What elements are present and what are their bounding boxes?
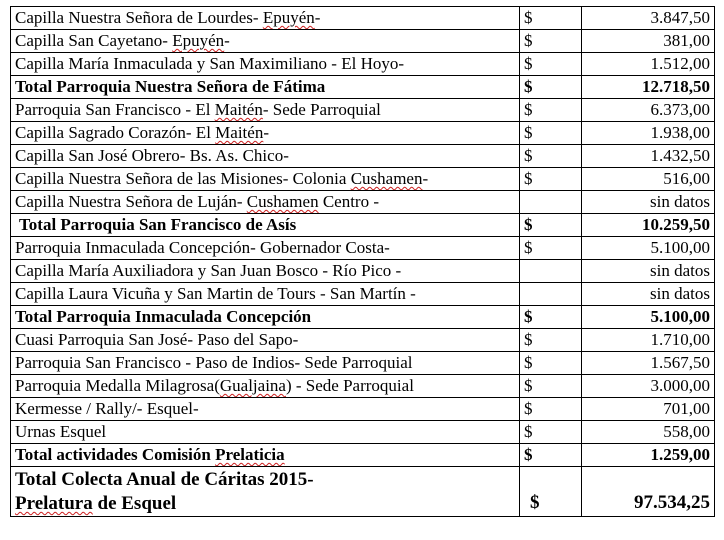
row-label: Parroquia San Francisco - Paso de Indios- Sede Parroquial	[11, 352, 520, 375]
subtotal-label: Total Parroquia Inmaculada Concepción	[11, 306, 520, 329]
table-row	[11, 99, 715, 122]
table-row	[11, 375, 715, 398]
subtotal-row	[11, 444, 715, 467]
row-currency: $	[520, 99, 582, 122]
table-row	[11, 421, 715, 444]
table-row	[11, 30, 715, 53]
row-label: Capilla Laura Vicuña y San Martin de Tours - San Martín -	[11, 283, 520, 306]
document-page	[10, 6, 715, 517]
row-currency: $	[520, 7, 582, 30]
row-amount: 558,00	[582, 421, 715, 444]
grand-total-label	[11, 467, 520, 517]
row-currency: $	[520, 76, 582, 99]
row-currency: $	[520, 122, 582, 145]
subtotal-amount: 12.718,50	[582, 76, 715, 99]
row-amount: 381,00	[582, 30, 715, 53]
row-label: Cuasi Parroquia San José- Paso del Sapo-	[11, 329, 520, 352]
table-row	[11, 283, 715, 306]
row-currency: $	[520, 306, 582, 329]
row-label: Capilla San Cayetano- Epuyén-	[11, 30, 520, 53]
row-currency	[520, 191, 582, 214]
table-row	[11, 145, 715, 168]
grand-total-amount: 97.534,25	[582, 467, 715, 517]
row-amount: 1.567,50	[582, 352, 715, 375]
row-currency: $	[520, 329, 582, 352]
row-currency: $	[520, 168, 582, 191]
subtotal-row	[11, 306, 715, 329]
table-row	[11, 237, 715, 260]
row-amount: 3.847,50	[582, 7, 715, 30]
row-label: Capilla Nuestra Señora de Luján- Cushamen Centro -	[11, 191, 520, 214]
row-label: Parroquia Inmaculada Concepción- Gobernador Costa-	[11, 237, 520, 260]
table-row	[11, 7, 715, 30]
row-label: Parroquia Medalla Milagrosa(Gualjaina) - Sede Parroquial	[11, 375, 520, 398]
grand-total-label-line1: Total Colecta Anual de Cáritas 2015-	[15, 469, 314, 490]
subtotal-amount: 1.259,00	[582, 444, 715, 467]
row-currency: $	[520, 53, 582, 76]
subtotal-amount: 5.100,00	[582, 306, 715, 329]
grand-total-row	[11, 467, 715, 517]
row-currency: $	[520, 237, 582, 260]
subtotal-label: Total Parroquia San Francisco de Asís	[11, 214, 520, 237]
row-amount: 701,00	[582, 398, 715, 421]
row-amount: 5.100,00	[582, 237, 715, 260]
grand-total-currency: $	[520, 467, 582, 517]
table-row	[11, 53, 715, 76]
subtotal-row	[11, 214, 715, 237]
row-currency: $	[520, 30, 582, 53]
subtotal-amount: 10.259,50	[582, 214, 715, 237]
row-currency: $	[520, 352, 582, 375]
row-label: Capilla San José Obrero- Bs. As. Chico-	[11, 145, 520, 168]
subtotal-label: Total Parroquia Nuestra Señora de Fátima	[11, 76, 520, 99]
row-label: Kermesse / Rally/- Esquel-	[11, 398, 520, 421]
subtotal-row	[11, 76, 715, 99]
subtotal-label: Total actividades Comisión Prelaticia	[11, 444, 520, 467]
row-currency: $	[520, 145, 582, 168]
row-amount: sin datos	[582, 191, 715, 214]
row-label: Capilla Nuestra Señora de Lourdes- Epuyén-	[11, 7, 520, 30]
row-amount: 1.512,00	[582, 53, 715, 76]
row-amount: 1.710,00	[582, 329, 715, 352]
table-row	[11, 352, 715, 375]
table-row	[11, 168, 715, 191]
row-label: Capilla Sagrado Corazón- El Maitén-	[11, 122, 520, 145]
row-label: Capilla Nuestra Señora de las Misiones- Colonia Cushamen-	[11, 168, 520, 191]
row-currency: $	[520, 214, 582, 237]
table-row	[11, 329, 715, 352]
row-label: Capilla María Auxiliadora y San Juan Bosco - Río Pico -	[11, 260, 520, 283]
colecta-table-body	[11, 7, 715, 517]
row-currency: $	[520, 421, 582, 444]
row-currency: $	[520, 444, 582, 467]
row-amount: 1.432,50	[582, 145, 715, 168]
row-currency: $	[520, 375, 582, 398]
row-currency	[520, 260, 582, 283]
row-currency: $	[520, 398, 582, 421]
row-amount: sin datos	[582, 283, 715, 306]
table-row	[11, 122, 715, 145]
grand-total-label-line2: Prelatura de Esquel	[15, 493, 177, 514]
row-label: Parroquia San Francisco - El Maitén- Sede Parroquial	[11, 99, 520, 122]
row-label: Capilla María Inmaculada y San Maximiliano - El Hoyo-	[11, 53, 520, 76]
table-row	[11, 398, 715, 421]
row-label: Urnas Esquel	[11, 421, 520, 444]
row-currency	[520, 283, 582, 306]
row-amount: sin datos	[582, 260, 715, 283]
table-row	[11, 260, 715, 283]
row-amount: 3.000,00	[582, 375, 715, 398]
table-row	[11, 191, 715, 214]
row-amount: 516,00	[582, 168, 715, 191]
colecta-table	[10, 6, 715, 517]
row-amount: 1.938,00	[582, 122, 715, 145]
row-amount: 6.373,00	[582, 99, 715, 122]
